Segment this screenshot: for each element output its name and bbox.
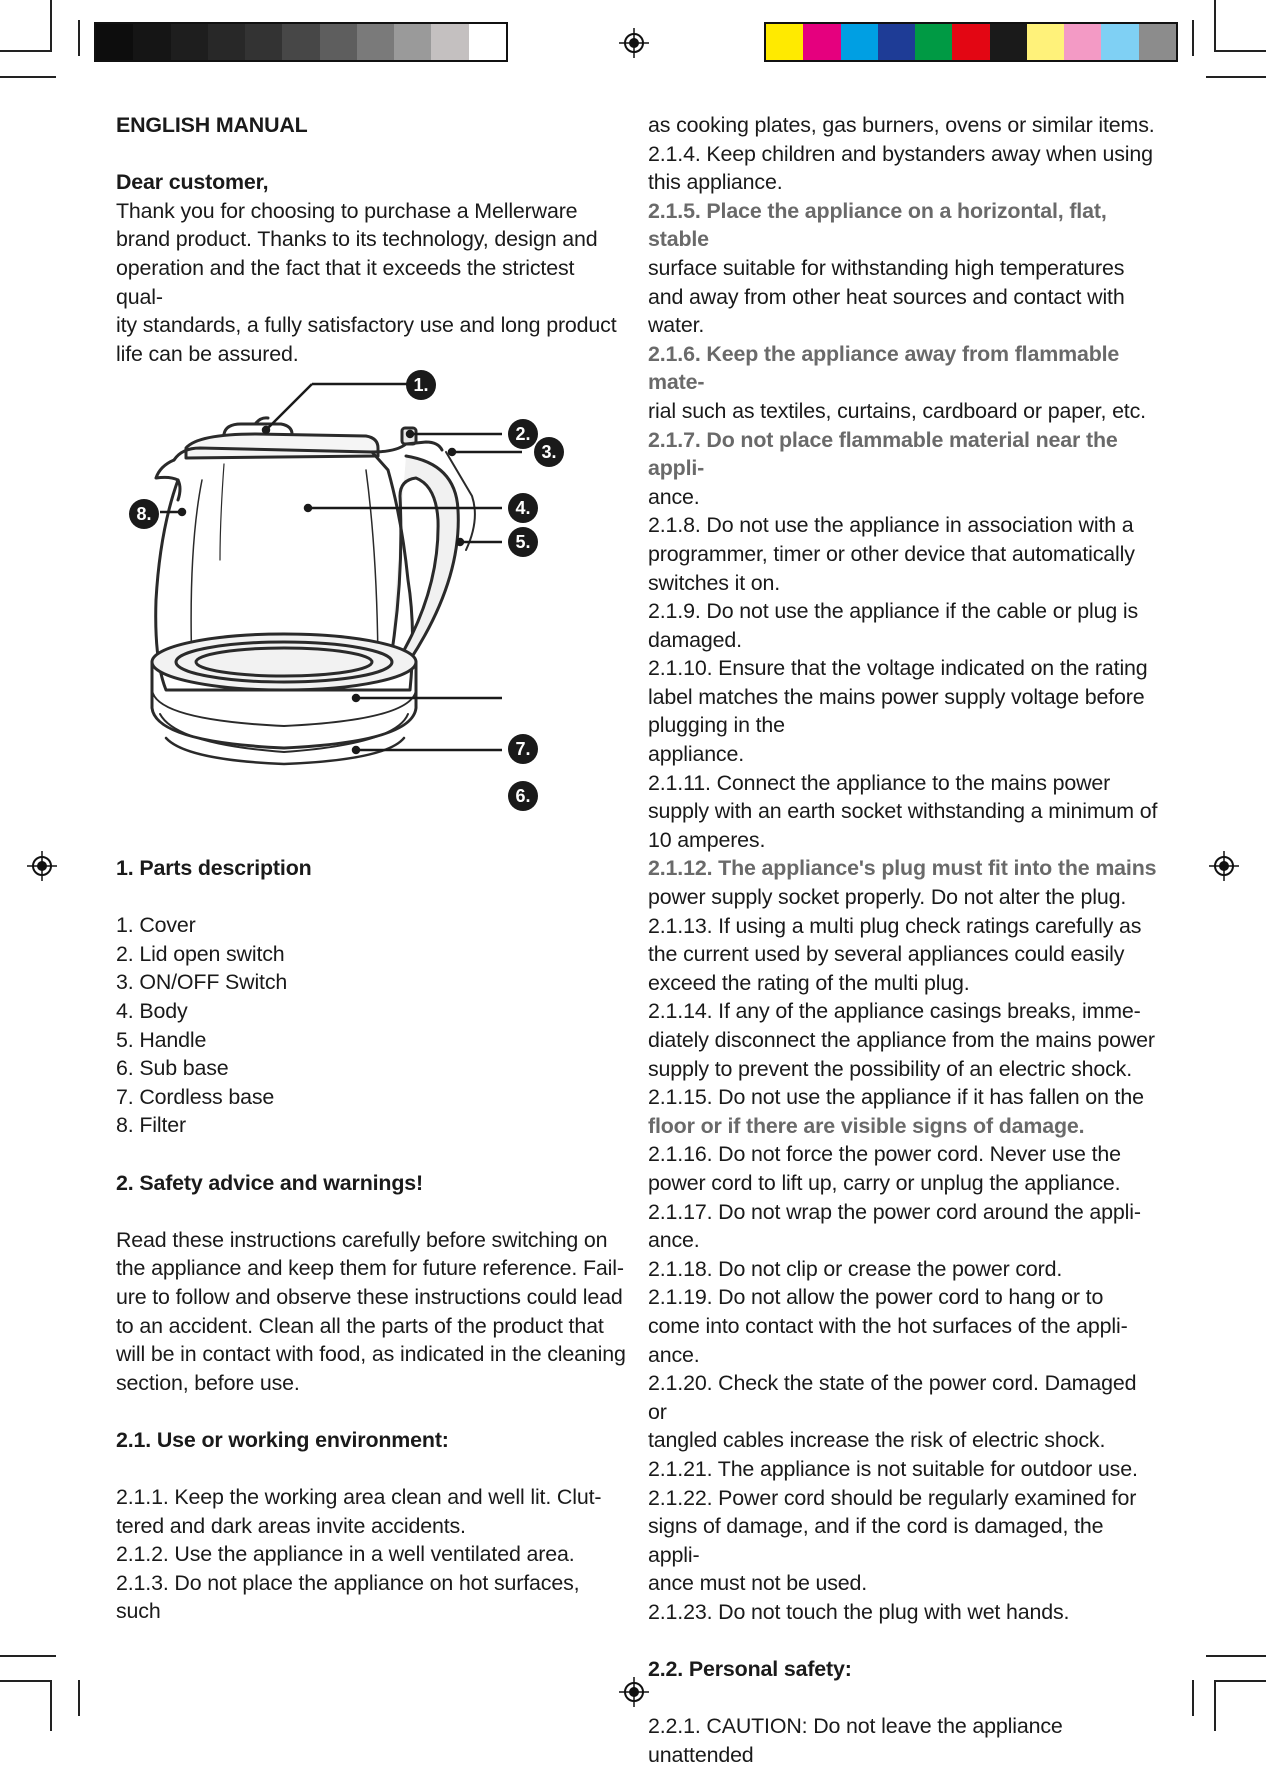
parts-item: 7. Cordless base (116, 1084, 275, 1109)
safety-text-line: 2.1.18. Do not clip or crease the power cord. (648, 1256, 1063, 1281)
calibration-swatch (952, 24, 989, 60)
safety-intro-line: Read these instructions carefully before switching on (116, 1227, 608, 1252)
manual-title: ENGLISH MANUAL (116, 113, 308, 137)
safety-text-line: 2.1.19. Do not allow the power cord to hang or to (648, 1285, 1104, 1310)
safety-text-line: label matches the mains power supply voltage before (648, 684, 1145, 709)
safety-text-line: ance. (648, 1342, 700, 1367)
callout-5: 5. (508, 527, 538, 557)
calibration-swatch (1101, 24, 1138, 60)
safety-text-line: switches it on. (648, 570, 781, 595)
safety-text-line: 2.1.7. Do not place flammable material near the appli- (648, 427, 1124, 481)
safety-text-line: power cord to lift up, carry or unplug the appliance. (648, 1170, 1121, 1195)
safety-text-line: 2.1.17. Do not wrap the power cord around the appli- (648, 1199, 1141, 1224)
calibration-swatch (1064, 24, 1101, 60)
safety-text-line: the current used by several appliances could easily (648, 942, 1125, 967)
parts-item: 5. Handle (116, 1027, 207, 1052)
kettle-lid (186, 434, 378, 458)
calibration-swatch (803, 24, 840, 60)
safety-heading: 2. Safety advice and warnings! (116, 1170, 423, 1195)
safety-text-line: rial such as textiles, curtains, cardboard or paper, etc. (648, 398, 1146, 423)
calibration-swatch (766, 24, 803, 60)
intro-line: operation and the fact that it exceeds the strictest qual- (116, 255, 581, 309)
safety-text-line: this appliance. (648, 170, 783, 195)
parts-item: 3. ON/OFF Switch (116, 970, 288, 995)
callout-2: 2. (508, 419, 538, 449)
safety-text-line: signs of damage, and if the cord is damaged, the appli- (648, 1514, 1110, 1567)
safety-text-line: plugging in the (648, 713, 785, 738)
spacer (648, 1684, 1158, 1713)
parts-list (116, 911, 626, 1140)
safety-text-line: come into contact with the hot surfaces of the appli- (648, 1313, 1128, 1338)
safety-text-line: diately disconnect the appliance from the mains power (648, 1028, 1155, 1052)
kettle-diagram (116, 360, 546, 815)
calibration-swatch (1139, 24, 1176, 60)
safety-text-line: 2.1.21. The appliance is not suitable for outdoor use. (648, 1456, 1138, 1481)
safety-text-line: 2.1.8. Do not use the appliance in association with a (648, 513, 1134, 538)
parts-heading: 1. Parts description (116, 856, 312, 880)
calibration-swatch (208, 24, 245, 60)
safety-intro-line: will be in contact with food, as indicated in the cleaning (116, 1342, 626, 1367)
parts-item: 6. Sub base (116, 1056, 229, 1081)
safety-text-line: water. (648, 313, 705, 338)
environment-heading: 2.1. Use or working environment: (116, 1427, 449, 1452)
color-calibration-bar (764, 22, 1178, 62)
safety-text-line: 2.1.9. Do not use the appliance if the cable or plug is (648, 599, 1139, 624)
kettle-spout (156, 460, 180, 500)
calibration-swatch (878, 24, 915, 60)
spacer (648, 1626, 1158, 1655)
intro-line: brand product. Thanks to its technology, design and (116, 227, 598, 252)
safety-text-line: ance. (648, 484, 700, 509)
safety-text-line: 2.1.10. Ensure that the voltage indicated on the rating (648, 656, 1148, 681)
callout-7: 7. (508, 734, 538, 764)
safety-intro-line: to an accident. Clean all the parts of the product that (116, 1313, 604, 1338)
right-column (648, 111, 1158, 1769)
safety-text-line: 2.1.16. Do not force the power cord. Never use the (648, 1142, 1121, 1167)
intro-line: Thank you for choosing to purchase a Mellerware (116, 198, 578, 223)
safety-text-line: 2.1.23. Do not touch the plug with wet hands. (648, 1599, 1070, 1624)
safety-intro-line: the appliance and keep them for future reference. Fail- (116, 1256, 624, 1281)
calibration-swatch (320, 24, 357, 60)
safety-text-line: tangled cables increase the risk of electric shock. (648, 1428, 1106, 1453)
safety-text-line: 2.1.20. Check the state of the power cord. Damaged or (648, 1371, 1143, 1424)
safety-text-line: 2.1.4. Keep children and bystanders away when using (648, 141, 1153, 166)
calibration-swatch (171, 24, 208, 60)
callout-8: 8. (129, 499, 159, 529)
environment-item: 2.1.2. Use the appliance in a well ventilated area. (116, 1542, 575, 1567)
safety-text-line: supply to prevent the possibility of an electric shock. (648, 1056, 1132, 1081)
safety-text-line: 2.1.11. Connect the appliance to the mains power (648, 770, 1111, 795)
safety-text-line: 2.1.5. Place the appliance on a horizontal, flat, stable (648, 198, 1113, 252)
safety-text-line: 2.2.1. CAUTION: Do not leave the appliance unattended (648, 1714, 1069, 1767)
safety-text-line: 2.1.12. The appliance's plug must fit into the mains (648, 856, 1157, 881)
environment-item: 2.1.1. Keep the working area clean and well lit. Clut- (116, 1485, 602, 1510)
callout-4: 4. (508, 493, 538, 523)
safety-text-line: 10 amperes. (648, 827, 766, 852)
safety-text-line: appliance. (648, 742, 745, 767)
registration-mark-icon (1209, 851, 1239, 881)
calibration-swatch (357, 24, 394, 60)
calibration-swatch (990, 24, 1027, 60)
safety-text-line: 2.1.13. If using a multi plug check ratings carefully as (648, 913, 1142, 938)
environment-item: tered and dark areas invite accidents. (116, 1513, 466, 1538)
calibration-swatch (282, 24, 319, 60)
safety-intro-line: section, before use. (116, 1370, 300, 1395)
left-column (116, 111, 626, 368)
calibration-swatch (841, 24, 878, 60)
safety-text-line: 2.1.22. Power cord should be regularly examined for (648, 1485, 1137, 1510)
environment-item: 2.1.3. Do not place the appliance on hot surfaces, such (116, 1570, 586, 1624)
intro-line: life can be assured. (116, 341, 299, 366)
intro-line: ity standards, a fully satisfactory use and long product (116, 313, 617, 338)
registration-mark-icon (619, 28, 649, 58)
registration-mark-icon (619, 1677, 649, 1707)
callout-6: 6. (508, 781, 538, 811)
parts-item: 4. Body (116, 998, 188, 1023)
greeting: Dear customer, (116, 170, 269, 195)
calibration-swatch (469, 24, 506, 60)
safety-text-line: programmer, timer or other device that automatically (648, 541, 1135, 566)
safety-intro-line: ure to follow and observe these instructions could lead (116, 1284, 623, 1309)
calibration-swatch (133, 24, 170, 60)
safety-text-line: 2.1.14. If any of the appliance casings breaks, imme- (648, 999, 1141, 1024)
calibration-swatch (96, 24, 133, 60)
safety-text-line: as cooking plates, gas burners, ovens or similar items. (648, 113, 1155, 137)
safety-text-line: power supply socket properly. Do not alter the plug. (648, 885, 1127, 910)
calibration-swatch (394, 24, 431, 60)
safety-text-line: 2.1.15. Do not use the appliance if it has fallen on the (648, 1085, 1144, 1110)
calibration-swatch (431, 24, 468, 60)
callout-1: 1. (406, 370, 436, 400)
parts-item: 8. Filter (116, 1113, 186, 1138)
safety-text-line: ance must not be used. (648, 1571, 868, 1596)
calibration-swatch (1027, 24, 1064, 60)
section-heading: 2.2. Personal safety: (648, 1657, 852, 1682)
safety-text-line: supply with an earth socket withstanding a minimum of (648, 799, 1158, 824)
registration-mark-icon (27, 851, 57, 881)
calibration-swatch (245, 24, 282, 60)
kettle-handle (390, 456, 458, 664)
parts-item: 2. Lid open switch (116, 941, 285, 966)
safety-text-line: damaged. (648, 627, 742, 652)
safety-text-line: floor or if there are visible signs of damage. (648, 1113, 1085, 1138)
safety-text-line: exceed the rating of the multi plug. (648, 970, 970, 995)
safety-text-line: surface suitable for withstanding high temperatures (648, 255, 1125, 280)
left-column-lower (116, 854, 626, 1626)
safety-text-line: ance. (648, 1228, 700, 1253)
safety-text-line: 2.1.6. Keep the appliance away from flammable mate- (648, 341, 1125, 395)
callout-3: 3. (534, 437, 564, 467)
grayscale-calibration-bar (94, 22, 508, 62)
parts-item: 1. Cover (116, 913, 196, 938)
safety-text-line: and away from other heat sources and contact with (648, 284, 1125, 309)
calibration-swatch (915, 24, 952, 60)
